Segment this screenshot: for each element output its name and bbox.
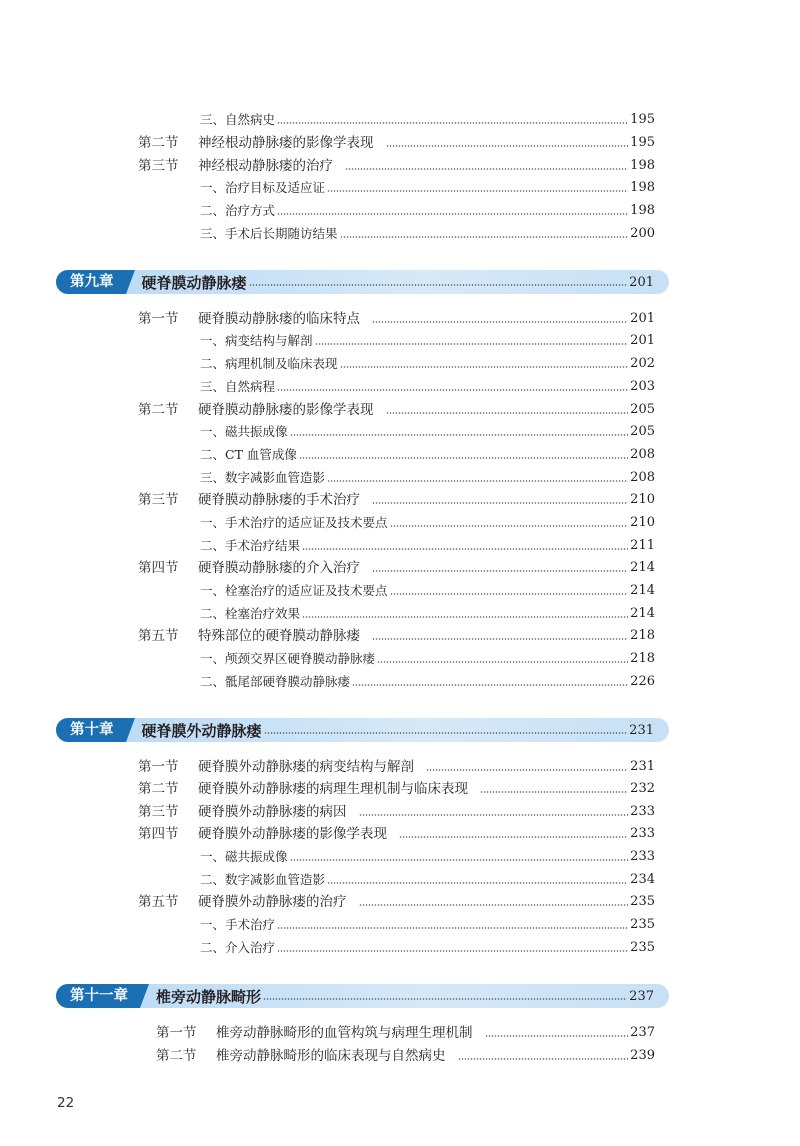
section-number: 第三节 xyxy=(138,804,179,820)
dot-leader xyxy=(327,189,628,193)
toc-subsection[interactable] xyxy=(200,603,655,625)
toc-section[interactable] xyxy=(138,155,655,177)
entry-page: 214 xyxy=(630,606,655,621)
dot-leader xyxy=(315,342,629,346)
toc-section[interactable] xyxy=(138,891,655,913)
entry-page: 218 xyxy=(630,628,655,643)
toc-subsection[interactable] xyxy=(200,330,655,352)
toc-subsection[interactable] xyxy=(200,648,655,670)
section-number: 第一节 xyxy=(138,311,179,327)
toc-subsection[interactable] xyxy=(200,421,655,443)
section-number: 第一节 xyxy=(156,1025,197,1041)
section-number: 第三节 xyxy=(138,492,179,508)
section-number: 第二节 xyxy=(138,402,179,418)
entry-page: 205 xyxy=(630,402,655,417)
dot-leader xyxy=(386,144,629,148)
toc-subsection[interactable] xyxy=(200,444,655,466)
toc-section[interactable] xyxy=(138,489,655,511)
section-number: 第四节 xyxy=(138,560,179,576)
chapter-header[interactable] xyxy=(56,270,669,294)
entry-title: 一、磁共振成像 xyxy=(200,424,288,439)
entry-page: 202 xyxy=(630,356,655,371)
entry-title: 神经根动静脉瘘的治疗 xyxy=(198,158,333,174)
entry-page: 214 xyxy=(630,583,655,598)
dot-leader xyxy=(352,683,628,687)
toc-subsection[interactable] xyxy=(200,467,655,489)
toc-section[interactable] xyxy=(138,823,655,845)
dot-leader xyxy=(480,790,628,794)
toc-subsection[interactable] xyxy=(200,671,655,693)
entry-page: 195 xyxy=(630,112,655,127)
entry-title: 二、栓塞治疗效果 xyxy=(200,606,301,621)
page-number: 22 xyxy=(57,1095,75,1111)
dot-leader xyxy=(277,926,628,930)
entry-page: 201 xyxy=(630,333,655,348)
section-number: 第四节 xyxy=(138,826,179,842)
dot-leader xyxy=(249,283,628,287)
chapter-header[interactable] xyxy=(56,718,669,742)
toc-subsection[interactable] xyxy=(200,512,655,534)
dot-leader xyxy=(277,388,628,392)
entry-page: 231 xyxy=(630,759,655,774)
dot-leader xyxy=(372,637,628,641)
entry-page: 214 xyxy=(630,560,655,575)
toc-section[interactable] xyxy=(138,132,655,154)
entry-title: 二、介入治疗 xyxy=(200,940,276,955)
entry-title: 一、颅颈交界区硬脊膜动静脉瘘 xyxy=(200,651,376,666)
dot-leader xyxy=(390,524,629,528)
dot-leader xyxy=(372,501,628,505)
dot-leader xyxy=(327,881,628,885)
toc-section[interactable] xyxy=(156,1045,655,1067)
dot-leader xyxy=(399,835,628,839)
chapter-label: 第九章 xyxy=(56,270,126,294)
toc-subsection[interactable] xyxy=(200,223,655,245)
entry-title: 椎旁动静脉畸形的血管构筑与病理生理机制 xyxy=(216,1025,473,1041)
entry-page: 218 xyxy=(630,651,655,666)
entry-page: 205 xyxy=(630,424,655,439)
entry-title: 一、栓塞治疗的适应证及技术要点 xyxy=(200,583,388,598)
chapter-title: 硬脊膜动静脉瘘 xyxy=(141,273,247,292)
toc-subsection[interactable] xyxy=(200,353,655,375)
dot-leader xyxy=(263,997,627,1001)
toc-section[interactable] xyxy=(138,557,655,579)
dot-leader xyxy=(458,1057,629,1061)
dot-leader xyxy=(340,365,629,369)
chapter-page: 231 xyxy=(629,722,654,738)
entry-title: 三、手术后长期随访结果 xyxy=(200,226,338,241)
entry-title: 一、治疗目标及适应证 xyxy=(200,180,326,195)
toc-section[interactable] xyxy=(138,778,655,800)
dot-leader xyxy=(277,121,628,125)
entry-title: 神经根动静脉瘘的影像学表现 xyxy=(198,135,374,151)
toc-section[interactable] xyxy=(138,801,655,823)
dot-leader xyxy=(277,212,628,216)
dot-leader xyxy=(359,813,629,817)
entry-page: 210 xyxy=(630,515,655,530)
entry-page: 226 xyxy=(630,674,655,689)
dot-leader xyxy=(302,547,628,551)
dot-leader xyxy=(299,456,628,460)
entry-page: 233 xyxy=(630,826,655,841)
entry-title: 三、数字减影血管造影 xyxy=(200,470,326,485)
toc-subsection[interactable] xyxy=(200,869,655,891)
entry-title: 二、骶尾部硬脊膜动静脉瘘 xyxy=(200,674,351,689)
entry-title: 二、治疗方式 xyxy=(200,203,276,218)
entry-page: 208 xyxy=(630,470,655,485)
toc-section[interactable] xyxy=(138,625,655,647)
toc-subsection[interactable] xyxy=(200,535,655,557)
entry-page: 195 xyxy=(630,135,655,150)
dot-leader xyxy=(340,235,629,239)
section-number: 第五节 xyxy=(138,628,179,644)
section-number: 第二节 xyxy=(138,781,179,797)
entry-title: 硬脊膜动静脉瘘的手术治疗 xyxy=(198,492,360,508)
entry-title: 硬脊膜外动静脉瘘的病因 xyxy=(198,804,347,820)
entry-page: 233 xyxy=(630,804,655,819)
toc-subsection[interactable] xyxy=(200,937,655,959)
entry-page: 211 xyxy=(630,538,655,553)
toc-subsection[interactable] xyxy=(200,914,655,936)
entry-page: 198 xyxy=(630,203,655,218)
entry-title: 硬脊膜外动静脉瘘的病理生理机制与临床表现 xyxy=(198,781,468,797)
entry-page: 203 xyxy=(630,379,655,394)
entry-page: 233 xyxy=(630,849,655,864)
entry-title: 三、自然病史 xyxy=(200,112,276,127)
dot-leader xyxy=(290,858,629,862)
dot-leader xyxy=(359,903,629,907)
dot-leader xyxy=(264,731,628,735)
chapter-page: 201 xyxy=(629,274,654,290)
dot-leader xyxy=(372,569,628,573)
dot-leader xyxy=(302,615,628,619)
entry-page: 237 xyxy=(630,1025,655,1040)
dot-leader xyxy=(327,479,628,483)
entry-title: 二、病理机制及临床表现 xyxy=(200,356,338,371)
entry-page: 208 xyxy=(630,447,655,462)
entry-page: 198 xyxy=(630,158,655,173)
chapter-title: 硬脊膜外动静脉瘘 xyxy=(141,721,262,740)
entry-page: 235 xyxy=(630,940,655,955)
entry-page: 198 xyxy=(630,180,655,195)
toc-section[interactable] xyxy=(156,1022,655,1044)
toc-section[interactable] xyxy=(138,399,655,421)
toc-subsection[interactable] xyxy=(200,376,655,398)
entry-title: 二、CT 血管成像 xyxy=(200,447,297,462)
entry-title: 一、病变结构与解剖 xyxy=(200,333,313,348)
dot-leader xyxy=(345,167,628,171)
entry-page: 210 xyxy=(630,492,655,507)
dot-leader xyxy=(390,592,629,596)
entry-page: 235 xyxy=(630,917,655,932)
toc-subsection[interactable] xyxy=(200,580,655,602)
section-number: 第三节 xyxy=(138,158,179,174)
entry-page: 200 xyxy=(630,226,655,241)
entry-title: 椎旁动静脉畸形的临床表现与自然病史 xyxy=(216,1048,446,1064)
entry-title: 一、手术治疗 xyxy=(200,917,276,932)
dot-leader xyxy=(386,411,629,415)
entry-title: 硬脊膜外动静脉瘘的影像学表现 xyxy=(198,826,387,842)
chapter-label: 第十章 xyxy=(56,718,126,742)
entry-title: 二、数字减影血管造影 xyxy=(200,872,326,887)
entry-page: 201 xyxy=(630,311,655,326)
entry-title: 三、自然病程 xyxy=(200,379,276,394)
entry-title: 一、磁共振成像 xyxy=(200,849,288,864)
entry-page: 234 xyxy=(630,872,655,887)
dot-leader xyxy=(372,320,628,324)
entry-title: 硬脊膜动静脉瘘的介入治疗 xyxy=(198,560,360,576)
dot-leader xyxy=(426,768,628,772)
chapter-header[interactable] xyxy=(56,984,669,1008)
entry-title: 硬脊膜动静脉瘘的影像学表现 xyxy=(198,402,374,418)
section-number: 第一节 xyxy=(138,759,179,775)
toc-subsection[interactable] xyxy=(200,109,655,131)
section-number: 第五节 xyxy=(138,894,179,910)
toc-section[interactable] xyxy=(138,308,655,330)
entry-title: 二、手术治疗结果 xyxy=(200,538,301,553)
entry-page: 235 xyxy=(630,894,655,909)
section-number: 第二节 xyxy=(138,135,179,151)
entry-title: 硬脊膜动静脉瘘的临床特点 xyxy=(198,311,360,327)
entry-page: 232 xyxy=(630,781,655,796)
chapter-page: 237 xyxy=(629,988,654,1004)
toc-subsection[interactable] xyxy=(200,200,655,222)
dot-leader xyxy=(377,660,628,664)
entry-title: 特殊部位的硬脊膜动静脉瘘 xyxy=(198,628,360,644)
toc-section[interactable] xyxy=(138,756,655,778)
entry-title: 硬脊膜外动静脉瘘的治疗 xyxy=(198,894,347,910)
entry-title: 一、手术治疗的适应证及技术要点 xyxy=(200,515,388,530)
toc-subsection[interactable] xyxy=(200,177,655,199)
chapter-label: 第十一章 xyxy=(56,984,140,1008)
entry-page: 239 xyxy=(630,1048,655,1063)
entry-title: 硬脊膜外动静脉瘘的病变结构与解剖 xyxy=(198,759,414,775)
dot-leader xyxy=(485,1034,629,1038)
toc-subsection[interactable] xyxy=(200,846,655,868)
chapter-title: 椎旁动静脉畸形 xyxy=(156,987,262,1006)
dot-leader xyxy=(277,949,628,953)
dot-leader xyxy=(290,433,629,437)
section-number: 第二节 xyxy=(156,1048,197,1064)
